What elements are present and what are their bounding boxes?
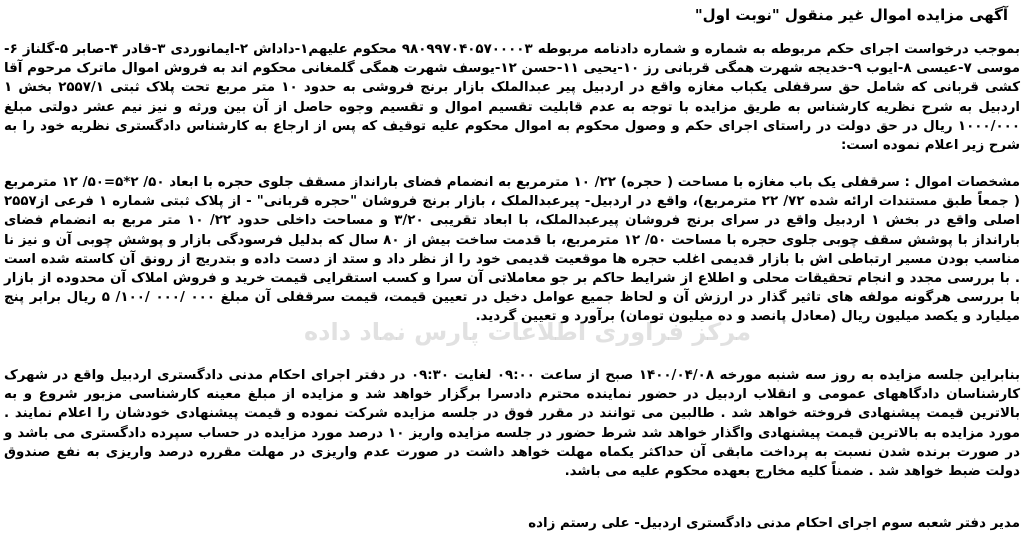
notice-title: آگهی مزایده اموال غیر منقول "نوبت اول" bbox=[694, 6, 1008, 24]
notice-paragraph-intro: بموجب درخواست اجرای حکم مربوطه به شماره و شماره دادنامه مربوطه ۹۸۰۹۹۷۰۴۰۵۷۰۰۰۰۳ محکوم علیهم۱-داداش ۲-ایمانوردی ۳-قادر ۴-صابر ۵-گلناز ۶-موسی ۷-عیسی ۸-ایوب ۹-خدیجه شهرت همگی قربانی رز ۱۰-یحیی ۱۱-حسن ۱۲-یوسف شهرت همگی گلمغانی محکوم اند به فروش اموال ماترک مرحوم آقا کشی قربانی که شامل حق سرقفلی یکباب مغازه واقع در اردبیل پیر عبدالملک بازار برنج فروشی به حدود ۱۰ متر مربع تحت پلاک ثبتی ۲۵۵۷/۱ بخش ۱ اردبیل به شرح نظریه کارشناس به طریق مزایده با توجه به عدم قابلیت تقسیم اموال و تقسیم وجوه حاصل از آن بین ورثه و نیز نیم عشر دولتی مبلغ ۱۰۰۰/۰۰۰ ریال در حق دولت در راستای اجرای حکم و وصول محکوم به اموال محکوم علیه توقیف که پس از ارجاع به کارشناس دادگستری نظریه خود را به شرح زیر اعلام نموده است: bbox=[4, 42, 1021, 154]
notice-paragraph-auction-session: بنابراین جلسه مزایده به روز سه شنبه مورخه ۱۴۰۰/۰۴/۰۸ صبح از ساعت ۰۹:۰۰ لغایت ۰۹:۳۰ در دفتر اجرای احکام مدنی دادگستری اردبیل واقع در شهرک کارشناسان دادگاههای عمومی و انقلاب اردبیل در حضور نماینده محترم دادسرا برگزار خواهد شد و مزایده از مبلغ معینه کارشناسی مزبور شروع و به بالاترین قیمت پیشنهادی فروخته خواهد شد . طالبین می توانند در مقرر فوق در جلسه مزایده شرکت نموده و قیمت پیشنهادی خودشان را اعلام نمایند . مورد مزایده به بالاترین قیمت پیشنهادی واگذار خواهد شد شرط حضور در جلسه مزایده واریز ۱۰ درصد مورد مزایده در حساب سپرده دادگستری می باشد و در صورت برنده شدن نسبت به پرداخت مابقی آن حداکثر یکماه مهلت خواهد داشت در صورت عدم واریزی در مهلت مقرره درصد واریزی به نفع صندوق دولت ضبط خواهد شد . ضمناً کلیه مخارج بعهده محکوم علیه می باشد. bbox=[4, 368, 1020, 480]
auction-notice bbox=[4, 0, 1020, 551]
watermark-text: مرکز فراوری اطلاعات پارس نماد داده bbox=[304, 318, 752, 346]
notice-paragraph-property-specs: مشخصات اموال : سرقفلی یک باب مغازه با مساحت ( حجره) ۲۲/ ۱۰ مترمربع به انضمام فضای بارانداز مسقف جلوی حجره با ابعاد ۵۰/ ۲*۵=۵۰/ ۱۲ مترمربع ( جمعاً طبق مستندات ارائه شده ۷۲/ ۲۲ مترمربع)، واقع در اردبیل- پیرعبدالملک ، بازار برنج فروشان "حجره قربانی" - از پلاک ثبتی شماره ۱ فرعی از۲۵۵۷ اصلی واقع در بخش ۱ اردبیل واقع در سرای برنج فروشان پیرعبدالملک، با ابعاد تقریبی ۳/۲۰ و مساحت داخلی حدود ۲۲/ ۱۰ متر مربع به انضمام فضای بارانداز با پوشش سقف چوبی جلوی حجره با مساحت ۵۰/ ۱۲ مترمربع، با قدمت ساخت بیش از ۸۰ سال که بدلیل فرسودگی بازار و پوشش چوبی آن و نیز نا مناسب بودن مسیر ارتباطی اش با بازار قدیمی اغلب حجره ها موقعیت قدیمی خود را از نظر داد و ستد از دست داده و بتدریج از رونق آن کاسته شده است . با بررسی مجدد و انجام تحقیقات محلی و اطلاع از شرایط حاکم بر جو معاملاتی آن سرا و کسب استقرایی قیمت خرید و فروش املاک آن محدوده از بازار با بررسی هرگونه مولفه های تاثیر گذار در ارزش آن و لحاظ جمیع عوامل دخیل در تعیین قیمت، قیمت سرقفلی آن مبلغ ۰۰۰ /۰۰۰ /۱۰۰/ ۵ ریال برابر پنج میلیارد و یکصد میلیون ریال (معادل پانصد و ده میلیون تومان) برآورد و تعیین گردید. bbox=[4, 175, 1021, 325]
notice-signature: مدیر دفتر شعبه سوم اجرای احکام مدنی دادگستری اردبیل- علی رستم زاده bbox=[528, 516, 1020, 531]
